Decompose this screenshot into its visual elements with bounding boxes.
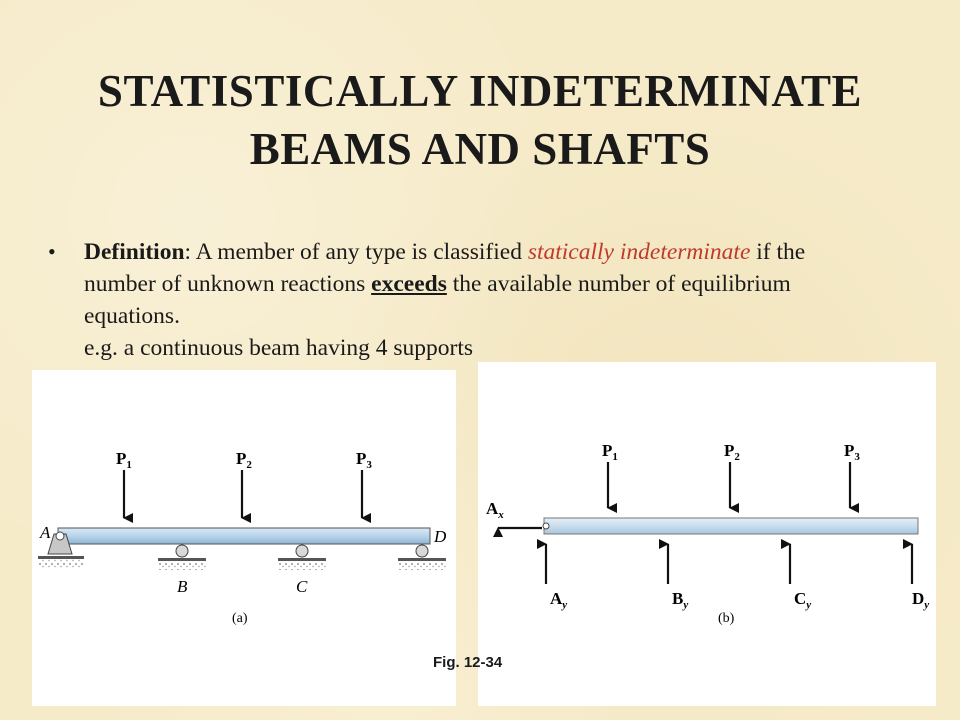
line2-post: the available number of equilibrium — [446, 271, 791, 297]
reaction-dy — [912, 544, 929, 611]
emphasis-word: exceeds — [371, 271, 447, 297]
definition-label: Definition — [84, 239, 185, 265]
roller-support-d — [398, 545, 446, 570]
reaction-dy-label: $D_y$ — [912, 589, 930, 611]
definition-part-1: : A member of any type is classified — [184, 239, 528, 265]
bullet-line-2 — [84, 268, 924, 300]
load-p3-a — [356, 449, 372, 518]
title-line-1: STATISTICALLY INDETERMINATE — [97, 66, 863, 116]
load-p3-b — [844, 441, 860, 508]
load-p1-b-label: $P_1$ — [602, 441, 618, 463]
reaction-ay — [546, 544, 567, 611]
bullet-text — [84, 236, 924, 364]
definition-part-2: if the — [750, 239, 806, 265]
bullet-line-1 — [84, 236, 924, 268]
load-p2-a — [236, 449, 252, 518]
title-line-2: BEAMS AND SHAFTS — [249, 124, 711, 174]
reaction-cy-label: $C_y$ — [794, 589, 812, 611]
load-p2-b-label: $P_2$ — [724, 441, 740, 463]
load-p3-b-label: $P_3$ — [844, 441, 860, 463]
reaction-ay-label: $A_y$ — [550, 589, 568, 611]
figure-b-diagram — [478, 362, 936, 706]
bullet-line-3: equations. — [84, 303, 180, 329]
label-a: A — [40, 523, 51, 542]
slide-title — [0, 62, 960, 178]
reaction-cy — [790, 544, 811, 611]
label-c: C — [296, 577, 308, 596]
highlight-term: statically indeterminate — [527, 239, 751, 265]
reaction-ax-label: $A_x$ — [486, 499, 504, 521]
figure-caption: Fig. 12-34 — [433, 654, 503, 671]
load-p2-label: $P_2$ — [236, 449, 252, 471]
load-p1-b — [602, 441, 618, 508]
pin-point — [543, 523, 549, 529]
load-p3-label: $P_3$ — [356, 449, 372, 471]
beam-a — [58, 528, 430, 544]
load-p1-label: $P_1$ — [116, 449, 132, 471]
reaction-ax — [486, 499, 542, 528]
bullet-marker: • — [48, 239, 56, 264]
reaction-by — [668, 544, 688, 611]
bullet-line-4: e.g. a continuous beam having 4 supports — [84, 335, 473, 361]
beam-b — [544, 518, 918, 534]
label-b: B — [177, 577, 188, 596]
roller-support-b — [158, 545, 206, 570]
figure-b-panel — [478, 362, 936, 706]
line2-pre: number of unknown reactions — [84, 271, 372, 297]
label-d: D — [434, 527, 447, 546]
reaction-by-label: $B_y$ — [672, 589, 689, 611]
caption-a: (a) — [232, 611, 248, 626]
load-p2-b — [724, 441, 740, 508]
figure-a-panel — [32, 370, 456, 706]
caption-b: (b) — [718, 611, 735, 626]
roller-support-c — [278, 545, 326, 570]
load-p1-a — [116, 449, 132, 518]
figure-a-diagram — [32, 370, 456, 706]
